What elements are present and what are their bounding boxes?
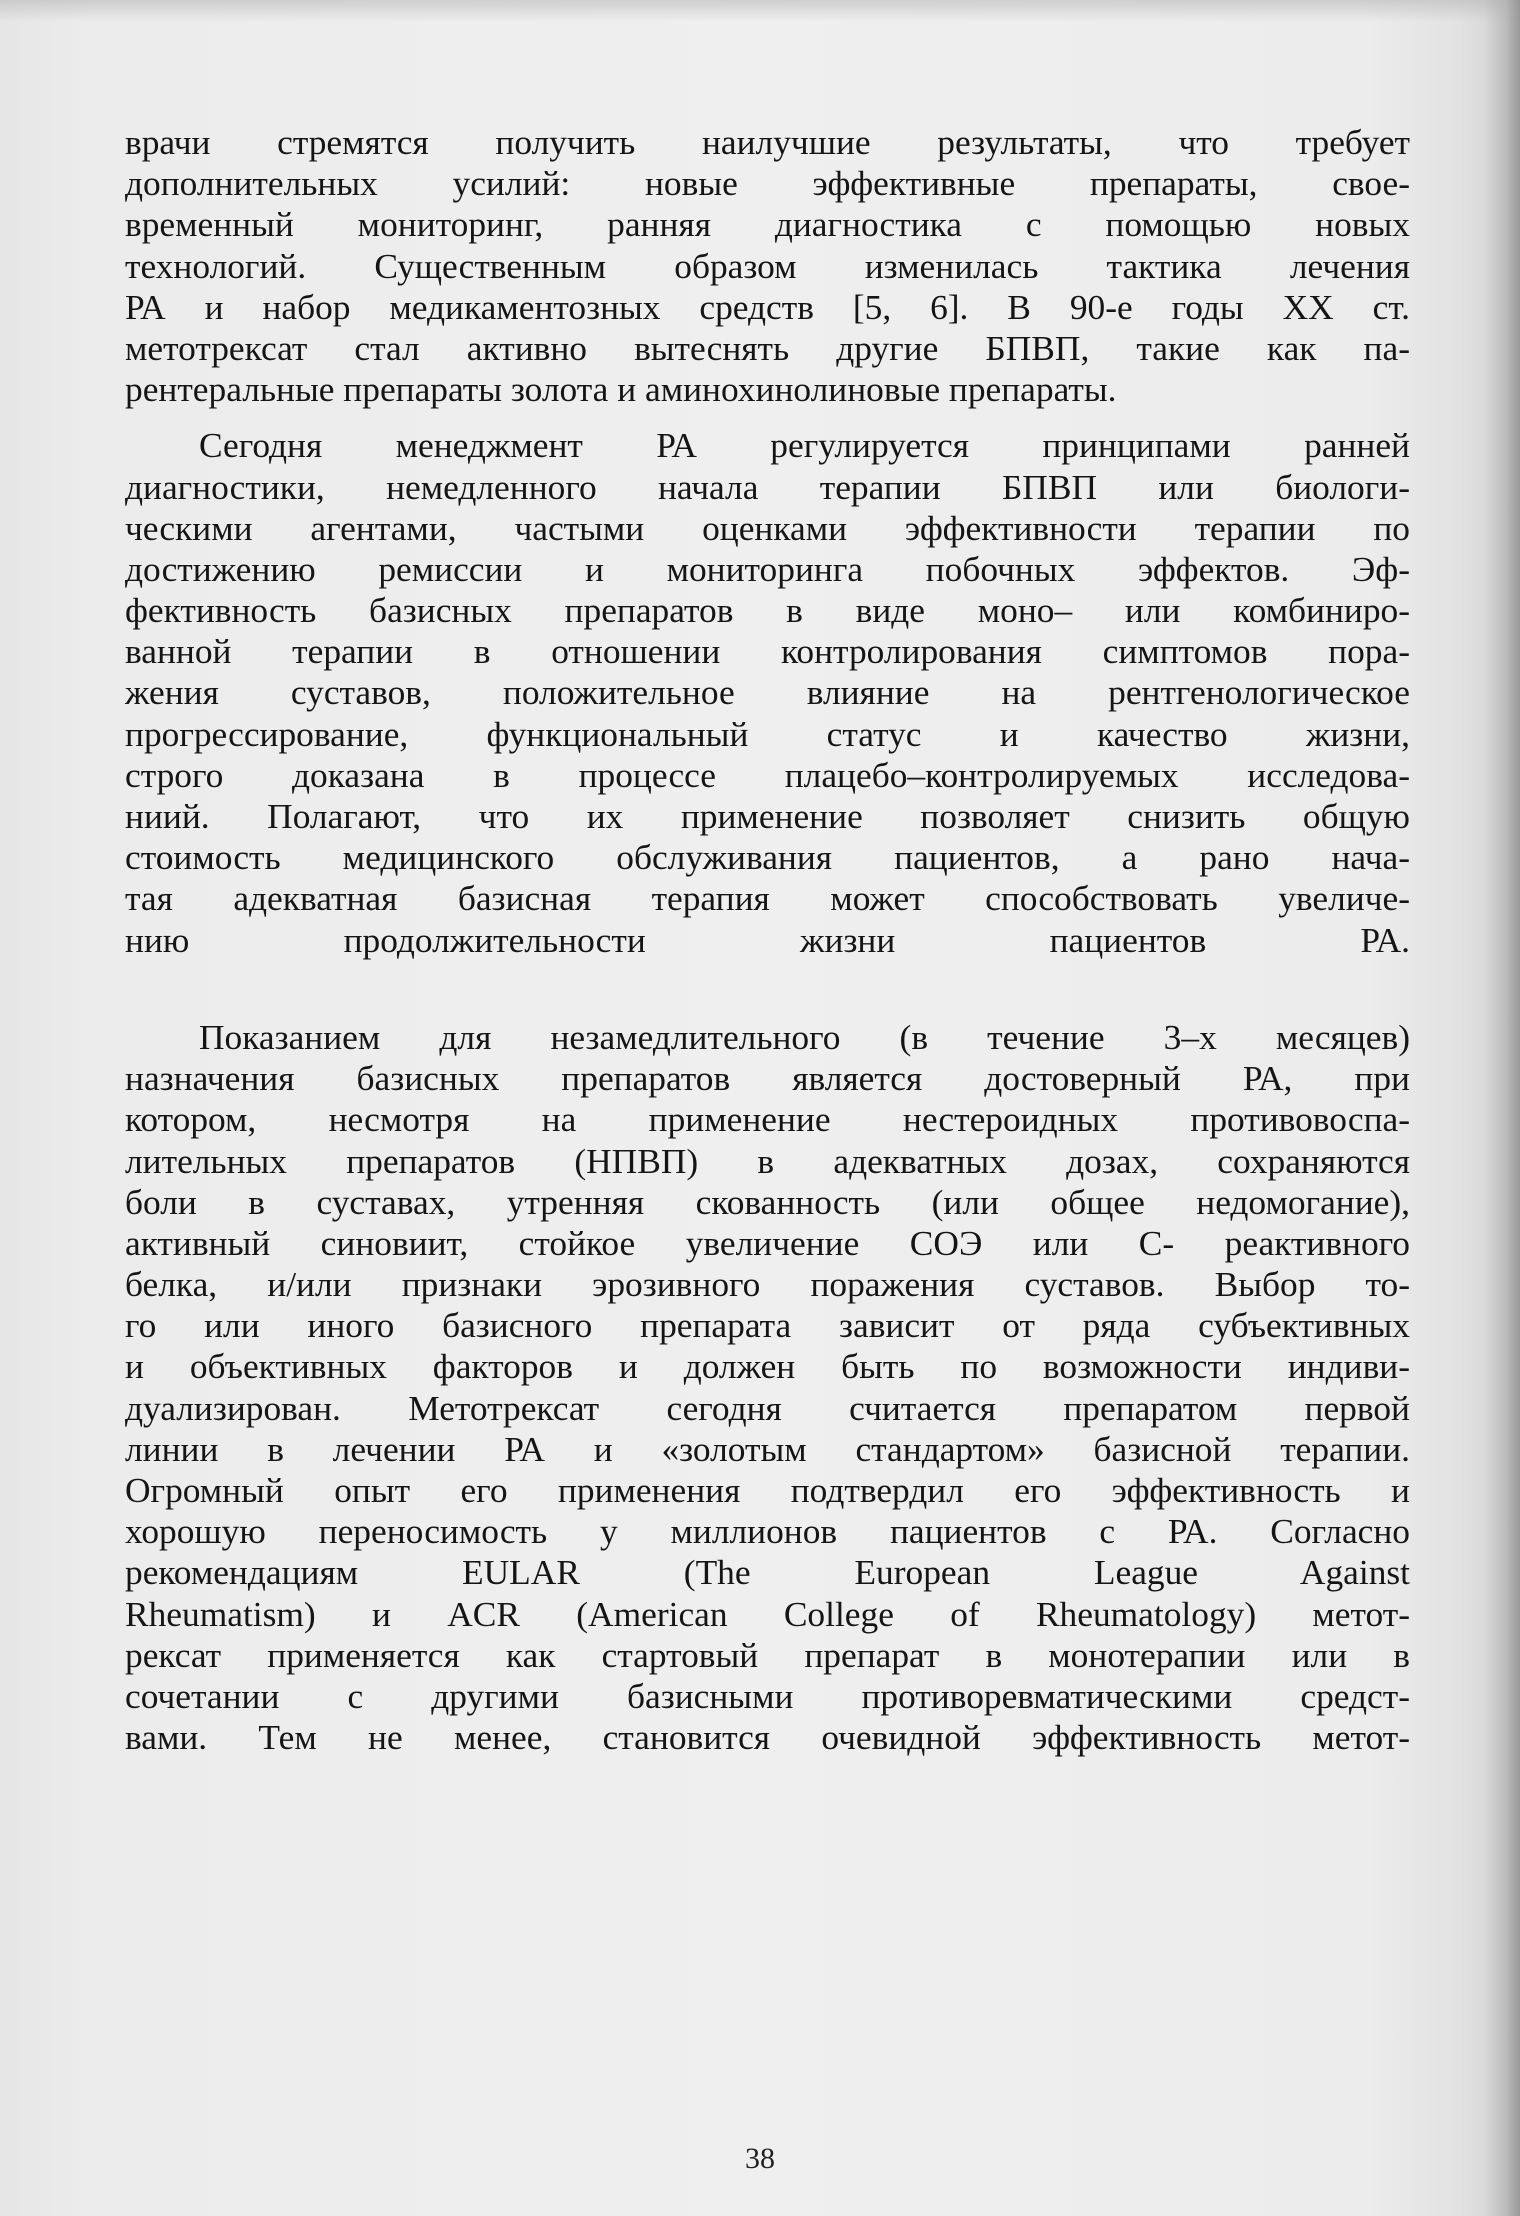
- text-line: временный мониторинг, ранняя диагностика с помощью новых: [125, 204, 1410, 245]
- paragraph-2: [125, 425, 1410, 1002]
- page-top-shadow: [0, 0, 1520, 22]
- text-line: ниий. Полагают, что их применение позволяет снизить общую: [125, 796, 1410, 836]
- paragraph-3: [125, 1017, 1410, 1758]
- text-line: дополнительных усилий: новые эффективные препараты, свое-: [125, 163, 1410, 204]
- text-line: линии в лечении РА и «золотым стандартом» базисной терапии.: [125, 1428, 1410, 1469]
- text-line: РА и набор медикаментозных средств [5, 6]. В 90-е годы XX ст.: [125, 286, 1410, 327]
- paragraph-1: [125, 122, 1410, 410]
- text-line: активный синовиит, стойкое увеличение СОЭ или С- реактивного: [125, 1222, 1410, 1263]
- text-line: и объективных факторов и должен быть по возможности индиви-: [125, 1346, 1410, 1387]
- text-line: рекомендациям EULAR (The European League Against: [125, 1552, 1410, 1593]
- text-line: рентеральные препараты золота и аминохинолиновые препараты.: [125, 369, 1117, 410]
- text-line: достижению ремиссии и мониторинга побочных эффектов. Эф-: [125, 548, 1410, 589]
- page-number: 38: [745, 2142, 775, 2175]
- text-line: рексат применяется как стартовый препарат в монотерапии или в: [125, 1634, 1410, 1675]
- text-line: Rheumatism) и ACR (American College of Rheumatology) метот-: [125, 1593, 1410, 1634]
- body-text: [125, 122, 1410, 1758]
- text-line: котором, несмотря на применение нестероидных противовоспа-: [125, 1099, 1410, 1140]
- paragraph-spacer: [125, 410, 1410, 425]
- text-line: хорошую переносимость у миллионов пациентов с РА. Согласно: [125, 1511, 1410, 1552]
- text-line: прогрессирование, функциональный статус и качество жизни,: [125, 713, 1410, 754]
- text-line: сочетании с другими базисными противоревматическими средст-: [125, 1675, 1410, 1716]
- text-line: технологий. Существенным образом изменилась тактика лечения: [125, 245, 1410, 286]
- text-line: Огромный опыт его применения подтвердил его эффективность и: [125, 1470, 1410, 1510]
- text-line: белка, и/или признаки эрозивного поражения суставов. Выбор то-: [125, 1264, 1410, 1305]
- text-line: ческими агентами, частыми оценками эффективности терапии по: [125, 507, 1410, 548]
- text-line: вами. Тем не менее, становится очевидной эффективность метот-: [125, 1717, 1410, 1758]
- text-line: врачи стремятся получить наилучшие результаты, что требует: [125, 122, 1410, 162]
- text-line: го или иного базисного препарата зависит от ряда субъективных: [125, 1305, 1410, 1346]
- text-line: Сегодня менеджмент РА регулируется принципами ранней: [199, 425, 1410, 466]
- text-line: стоимость медицинского обслуживания пациентов, а рано нача-: [125, 837, 1410, 878]
- text-line: строго доказана в процессе плацебо–контролируемых исследова-: [125, 754, 1410, 795]
- text-line: [125, 961, 1410, 1002]
- text-line: нию продолжительности жизни пациентов РА.: [125, 919, 1410, 960]
- text-line: назначения базисных препаратов является достоверный РА, при: [125, 1058, 1410, 1099]
- text-line: метотрексат стал активно вытеснять другие БПВП, такие как па-: [125, 327, 1410, 368]
- text-line: жения суставов, положительное влияние на рентгенологическое: [125, 672, 1410, 713]
- text-line: лительных препаратов (НПВП) в адекватных дозах, сохраняются: [125, 1140, 1410, 1181]
- paragraph-spacer: [125, 1002, 1410, 1017]
- text-line: тая адекватная базисная терапия может способствовать увеличе-: [125, 878, 1410, 919]
- page-binding-shadow: [1484, 0, 1520, 2216]
- text-line: фективность базисных препаратов в виде моно– или комбиниро-: [125, 590, 1410, 631]
- text-line: дуализирован. Метотрексат сегодня считается препаратом первой: [125, 1387, 1410, 1428]
- text-line: диагностики, немедленного начала терапии БПВП или биологи-: [125, 466, 1410, 507]
- text-line: боли в суставах, утренняя скованность (или общее недомогание),: [125, 1181, 1410, 1222]
- text-line: Показанием для незамедлительного (в течение 3–х месяцев): [199, 1016, 1410, 1057]
- text-line: ванной терапии в отношении контролирования симптомов пора-: [125, 631, 1410, 672]
